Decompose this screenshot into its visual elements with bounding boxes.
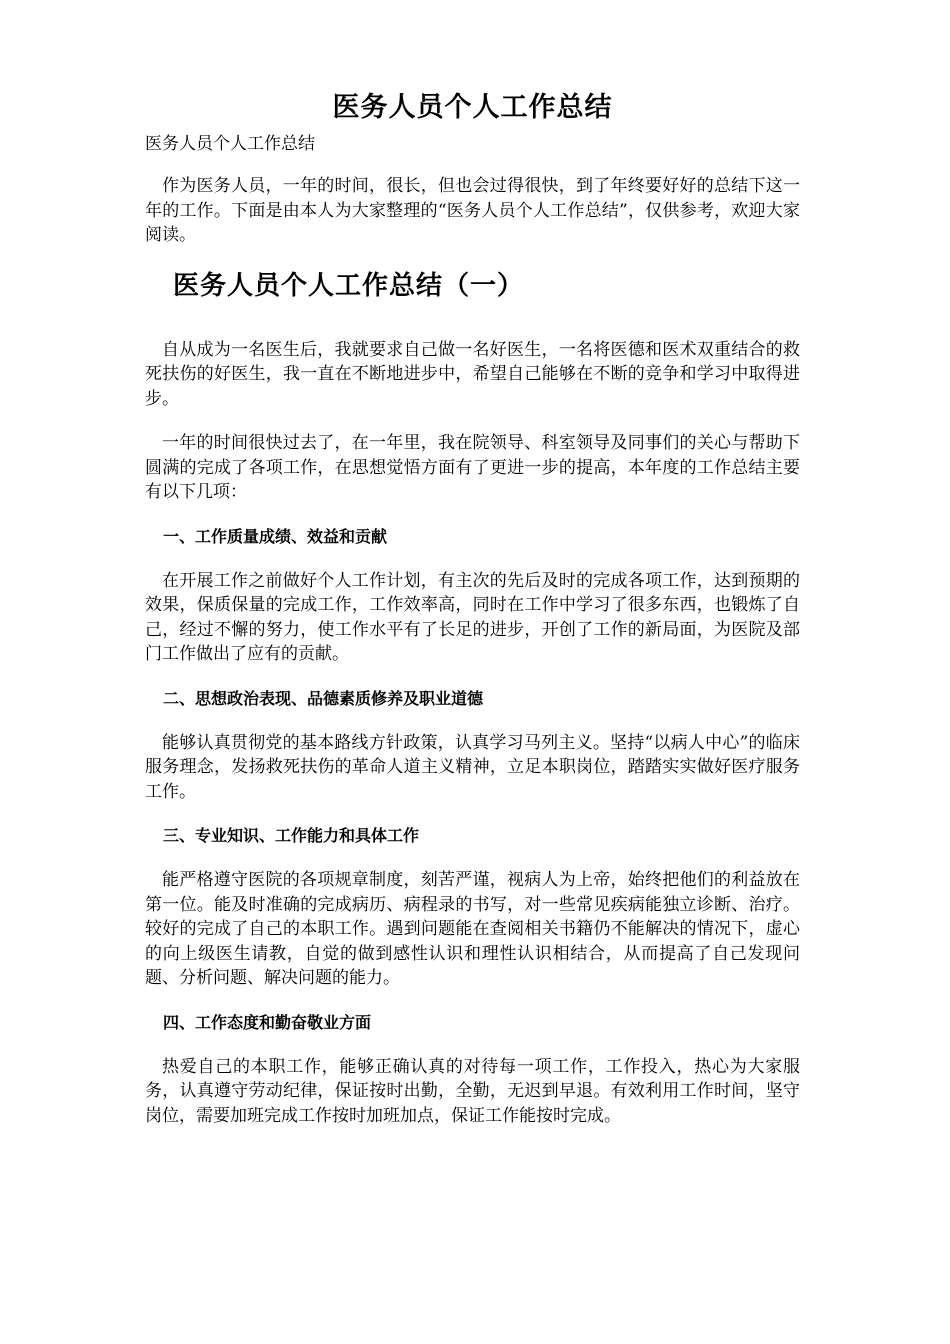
paragraph-2: 一年的时间很快过去了，在一年里，我在院领导、科室领导及同事们的关心与帮助下圆满的完成了各项工作，在思想觉悟方面有了更进一步的提高，本年度的工作总结主要有以下几项：	[145, 433, 800, 502]
heading-2: 二、思想政治表现、品德素质修养及职业道德	[163, 688, 484, 708]
heading-4: 四、工作态度和勤奋敬业方面	[163, 1012, 372, 1032]
document-title: 医务人员个人工作总结	[332, 92, 613, 123]
heading-1: 一、工作质量成绩、效益和贡献	[163, 526, 388, 546]
section-4-body: 热爱自己的本职工作，能够正确认真的对待每一项工作，工作投入，热心为大家服务，认真遵守劳动纪律，保证按时出勤，全勤，无迟到早退。有效利用工作时间，坚守岗位，需要加班完成工作按时加班加点，保证工作能按时完成。	[145, 1056, 800, 1126]
heading-3: 三、专业知识、工作能力和具体工作	[163, 826, 420, 845]
document-page	[145, 88, 800, 1148]
section-title: 医务人员个人工作总结（一）	[173, 270, 525, 301]
paragraph-1: 自从成为一名医生后，我就要求自己做一名好医生，一名将医德和医术双重结合的救死扶伤的好医生，我一直在不断地进步中，希望自己能够在不断的竞争和学习中取得进步。	[145, 339, 800, 409]
section-2-body: 能够认真贯彻党的基本路线方针政策，认真学习马列主义。坚持“以病人中心”的临床服务理念，发扬救死扶伤的革命人道主义精神，立足本职岗位，踏踏实实做好医疗服务工作。	[145, 732, 800, 802]
document-subtitle: 医务人员个人工作总结	[145, 134, 315, 154]
section-1-body: 在开展工作之前做好个人工作计划，有主次的先后及时的完成各项工作，达到预期的效果，保质保量的完成工作，工作效率高，同时在工作中学习了很多东西，也锻炼了自己，经过不懈的努力，使工作水平有了长足的进步，开创了工作的新局面，为医院及部门工作做出了应有的贡献。	[145, 570, 800, 664]
section-3-body: 能严格遵守医院的各项规章制度，刻苦严谨，视病人为上帝，始终把他们的利益放在第一位。能及时准确的完成病历、病程录的书写，对一些常见疾病能独立诊断、治疗。较好的完成了自己的本职工作。遇到问题能在查阅相关书籍仍不能解决的情况下，虚心的向上级医生请教，自觉的做到感性认识和理性认识相结合，从而提高了自己发现问题、分析问题、解决问题的能力。	[145, 870, 800, 988]
intro-paragraph: 作为医务人员，一年的时间，很长，但也会过得很快，到了年终要好好的总结下这一年的工作。下面是由本人为大家整理的“医务人员个人工作总结”，仅供参考，欢迎大家阅读。	[145, 176, 800, 245]
